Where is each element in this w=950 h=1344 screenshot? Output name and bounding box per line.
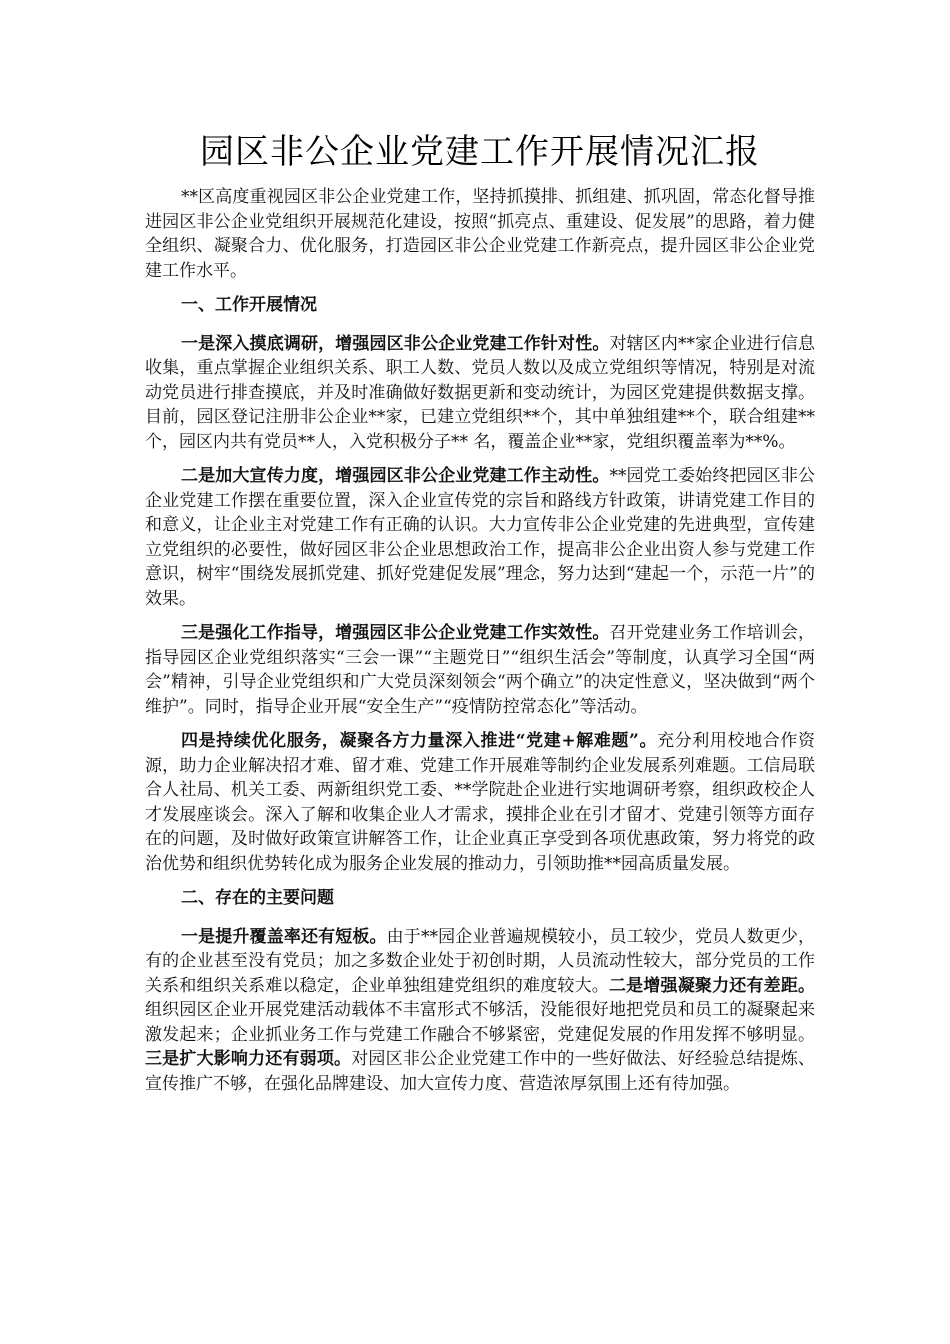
- problems-paragraph: [145, 925, 815, 1097]
- work-item-2: [145, 464, 815, 611]
- work-item-2-body: **园党工委始终把园区非公企业党建工作摆在重要位置，深入企业宣传党的宗旨和路线方针政策，讲请党建工作目的和意义，让企业主对党建工作有正确的认识。大力宣传非公企业党建的先进典型，宣传建立党组织的必要性，做好园区非公企业思想政治工作，提高非公企业出资人参与党建工作意识，树牢“围绕发展抓党建、抓好党建促发展”理念，努力达到“建起一个，示范一片”的效果。: [145, 466, 816, 609]
- problem-2-lead: 二是增强凝聚力还有差距。: [608, 975, 816, 996]
- work-item-2-lead: 二是加大宣传力度，增强园区非公企业党建工作主动性。: [181, 466, 610, 486]
- section-heading-2: 二、存在的主要问题: [181, 888, 334, 908]
- problem-3-lead: 三是扩大影响力还有弱项。: [145, 1049, 352, 1069]
- section-heading-1: 一、工作开展情况: [181, 295, 317, 315]
- problem-1-body: 由于**园企业普遍规模较小，员工较少，党员人数更少，有的企业甚至没有党员；加之多数企业处于初创时期，人员流动性较大，部分党员的工作关系和组织关系难以稳定，企业单独组建党组织的难度较大。: [145, 926, 816, 996]
- work-item-1: [145, 332, 815, 455]
- problem-2-body: 组织园区企业开展党建活动载体不丰富形式不够活，没能很好地把党员和员工的凝聚起来激发起来；企业抓业务工作与党建工作融合不够紧密，党建促发展的作用发挥不够明显。: [145, 1000, 815, 1045]
- work-item-4: [145, 729, 815, 876]
- work-item-1-lead: 一是深入摸底调研，增强园区非公企业党建工作针对性。: [181, 333, 610, 354]
- work-item-3: [145, 621, 815, 719]
- work-item-3-body: 召开党建业务工作培训会，指导园区企业党组织落实“三会一课”“主题党日”“组织生活会”等制度，认真学习全国“两会”精神，引导企业党组织和广大党员深刻领会“两个确立”的决定性意义，坚决做到“两个维护”。同时，指导企业开展“安全生产”“疫情防控常态化”等活动。: [145, 623, 816, 717]
- problem-3-body: 对园区非公企业党建工作中的一些好做法、好经验总结提炼、宣传推广不够，在强化品牌建设、加大宣传力度、营造浓厚氛围上还有待加强。: [145, 1049, 816, 1094]
- document-page: [145, 125, 815, 1106]
- work-item-4-body: 充分利用校地合作资源，助力企业解决招才难、留才难、党建工作开展难等制约企业发展系列难题。工信局联合人社局、机关工委、两新组织党工委、**学院赴企业进行实地调研考察，组织政校企人才发展座谈会。深入了解和收集企业人才需求，摸排企业在引才留才、党建引领等方面存在的问题，及时做好政策宣讲解答工作，让企业真正享受到各项优惠政策，努力将党的政治优势和组织优势转化成为服务企业发展的推动力，引领助推**园高质量发展。: [145, 731, 815, 874]
- work-item-4-lead: 四是持续优化服务，凝聚各方力量深入推进“党建+解难题”。: [181, 731, 658, 751]
- document-title: 园区非公企业党建工作开展情况汇报: [200, 132, 760, 172]
- intro-paragraph: **区高度重视园区非公企业党建工作，坚持抓摸排、抓组建、抓巩固，常态化督导推进园区非公企业党组织开展规范化建设，按照“抓亮点、重建设、促发展”的思路，着力健全组织、凝聚合力、优化服务，打造园区非公企业党建工作新亮点，提升园区非公企业党建工作水平。: [145, 187, 815, 281]
- work-item-1-body: 对辖区内**家企业进行信息收集，重点掌握企业组织关系、职工人数、党员人数以及成立党组织等情况，特别是对流动党员进行排查摸底，并及时准确做好数据更新和变动统计，为园区党建提供数据支撑。目前，园区登记注册非公企业**家，已建立党组织**个，其中单独组建**个，联合组建**个，园区内共有党员**人，入党积极分子** 名，覆盖企业**家，党组织覆盖率为**%。: [145, 333, 816, 452]
- work-item-3-lead: 三是强化工作指导，增强园区非公企业党建工作实效性。: [181, 623, 610, 643]
- problem-1-lead: 一是提升覆盖率还有短板。: [181, 926, 387, 947]
